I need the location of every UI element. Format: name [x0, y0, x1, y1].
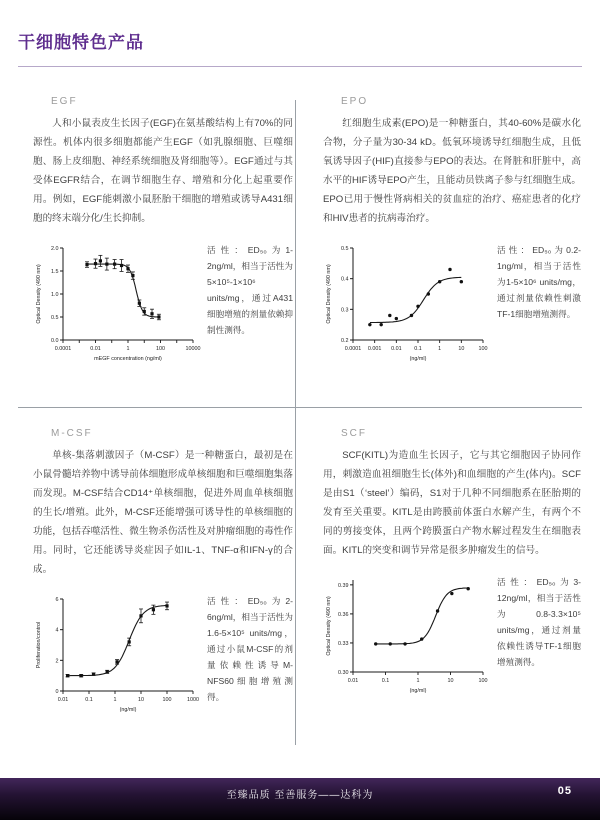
svg-text:100: 100	[478, 678, 488, 684]
svg-text:100: 100	[162, 697, 172, 703]
svg-text:mEGF concentration (ng/ml): mEGF concentration (ng/ml)	[94, 356, 162, 362]
svg-text:Optical Density (490 nm): Optical Density (490 nm)	[326, 264, 332, 324]
svg-text:0.33: 0.33	[338, 640, 349, 647]
svg-text:2.0: 2.0	[51, 246, 59, 252]
section-body-text: 人和小鼠表皮生长因子(EGF)在氨基酸结构上有70%的同源性。机体内很多细胞都能产生EGF（如乳腺细胞、巨噬细胞、肠上皮细胞、神经系统细胞及肾细胞等）。EGF通过与其受体EGFR结合，在调节细胞生存、增殖和分化上起重要作用。例如，EGF能刺激小鼠胚胎干细胞的增殖或诱导A431细胞的终末端分化/生长抑制。	[33, 118, 293, 224]
section-body-text: 红细胞生成素(EPO)是一种糖蛋白，其40-60%是碳水化合物，分子量为30-34 kD。低氧环境诱导红细胞生成，且低氧诱导因子(HIF)直接参与EPO的表达。在肾脏和肝脏中，高水平的HIF诱导EPO产生，且能动员铁离子参与红细胞生成。EPO已用于慢性肾病相关的贫血症的治疗、癌症患者的化疗和HIV患者的抗病毒治疗。	[323, 118, 581, 224]
svg-text:0.0001: 0.0001	[344, 346, 362, 352]
svg-text:0.01: 0.01	[57, 697, 69, 703]
svg-text:10: 10	[138, 697, 144, 703]
svg-text:10: 10	[458, 346, 465, 352]
scf-dose-response-chart	[323, 572, 495, 709]
page-number: 05	[557, 785, 572, 797]
svg-text:Optical Density (490 nm): Optical Density (490 nm)	[36, 264, 42, 324]
activity-note: 活性：ED₅₀为2-6ng/ml，相当于活性为1.6-5×10⁵ units/mg，通过小鼠M-CSF的剂量依赖性诱导M-NFS60细胞增殖测得。	[207, 596, 293, 702]
svg-text:Optical Density (490 nm): Optical Density (490 nm)	[326, 596, 332, 656]
svg-text:10: 10	[447, 678, 454, 684]
section-mcsf	[33, 428, 293, 728]
svg-text:10000: 10000	[185, 346, 201, 352]
svg-text:0.001: 0.001	[367, 346, 382, 352]
chart-and-activity-row	[323, 572, 581, 709]
svg-text:0.01: 0.01	[391, 346, 402, 352]
svg-text:(ng/ml): (ng/ml)	[409, 356, 427, 362]
activity-note: 活性：ED₅₀为1-2ng/ml，相当于活性为5×10⁵-1×10⁶ units/mg，通过A431细胞增殖的剂量依赖抑制性测得。	[207, 245, 293, 335]
svg-text:0.4: 0.4	[341, 276, 349, 283]
svg-text:0.3: 0.3	[341, 307, 349, 314]
svg-text:0.5: 0.5	[51, 315, 59, 321]
svg-text:0.2: 0.2	[341, 338, 349, 344]
svg-text:0.1: 0.1	[85, 697, 93, 703]
svg-text:100: 100	[156, 346, 165, 352]
section-egf	[33, 96, 293, 377]
egf-dose-response-chart	[33, 240, 205, 377]
section-heading: M-CSF	[51, 428, 93, 439]
svg-text:0.36: 0.36	[338, 611, 349, 618]
svg-text:0.01: 0.01	[347, 678, 359, 684]
section-scf	[323, 428, 581, 709]
svg-text:4: 4	[55, 627, 59, 634]
svg-text:0.5: 0.5	[341, 246, 349, 252]
page-title: 干细胞特色产品	[18, 33, 144, 52]
svg-text:(ng/ml): (ng/ml)	[409, 688, 427, 694]
svg-text:0.0: 0.0	[51, 338, 59, 344]
svg-text:1.5: 1.5	[51, 269, 59, 275]
svg-text:0.39: 0.39	[338, 582, 349, 589]
svg-text:0.01: 0.01	[90, 346, 101, 352]
svg-text:Proliferation/control: Proliferation/control	[36, 621, 42, 669]
chart-and-activity-row	[33, 240, 293, 377]
svg-text:1: 1	[438, 346, 442, 352]
svg-text:0.1: 0.1	[381, 678, 390, 684]
svg-text:100: 100	[478, 346, 488, 352]
svg-text:0.0001: 0.0001	[54, 346, 72, 352]
title-underline-divider	[18, 66, 582, 67]
section-heading: EPO	[341, 96, 369, 107]
epo-dose-response-chart	[323, 240, 495, 377]
svg-text:2: 2	[55, 658, 59, 665]
svg-text:1.0: 1.0	[51, 292, 59, 298]
section-heading: EGF	[51, 96, 78, 107]
footer-slogan: 至臻品质 至善服务——达科为	[226, 790, 374, 801]
footer-bar	[0, 778, 600, 820]
svg-text:(ng/ml): (ng/ml)	[119, 707, 137, 713]
chart-and-activity-row	[323, 240, 581, 377]
horizontal-quadrant-divider	[18, 407, 582, 408]
svg-text:1000: 1000	[187, 697, 199, 703]
svg-text:1: 1	[126, 346, 130, 352]
svg-text:1: 1	[113, 697, 117, 703]
chart-and-activity-row	[33, 591, 293, 728]
svg-text:0.1: 0.1	[414, 346, 422, 352]
activity-note: 活性：ED₅₀为0.2-1ng/ml，相当于活性为1-5×10⁶ units/mg，通过剂量依赖性刺激TF-1细胞增殖测得。	[497, 245, 581, 319]
activity-note: 活性：ED₅₀为3-12ng/ml，相当于活性为0.8-3.3×10⁵ units/mg，通过剂量依赖性诱导TF-1细胞增殖测得。	[497, 577, 581, 667]
svg-text:0: 0	[55, 689, 59, 695]
section-heading: SCF	[341, 428, 367, 439]
section-epo	[323, 96, 581, 377]
svg-text:0.30: 0.30	[338, 670, 349, 676]
section-body-text: 单核-集落刺激因子（M-CSF）是一种糖蛋白，最初是在小鼠骨髓培养物中诱导前体细胞形成单核细胞和巨噬细胞集落而发现。M-CSF结合CD14⁺单核细胞，促进外周血单核细胞的生长/增殖。此外，M-CSF还能增强可诱导性的单核细胞的功能，包括吞噬活性、微生物杀伤活性及对肿瘤细胞的毒性作用。同时，它还能诱导炎症因子如IL-1、TNF-α和IFN-γ的合成。	[33, 450, 293, 575]
vertical-quadrant-divider	[295, 100, 296, 745]
section-body-text: SCF(KITL)为造血生长因子，它与其它细胞因子协同作用，刺激造血祖细胞生长(体外)和血细胞的产生(体内)。SCF是由S1（‘steel’）编码，S1对于几种不同细胞系在胚胎期的发育至关重要。KITL是由跨膜前体蛋白水解产生，有两个不同的剪接变体，且两个跨膜蛋白产物水解过程发生在细胞表面。KITL的突变和调节异常是很多肿瘤发生的信号。	[323, 450, 581, 556]
mcsf-dose-response-chart	[33, 591, 205, 728]
svg-text:1: 1	[416, 678, 420, 684]
svg-text:6: 6	[55, 597, 59, 603]
